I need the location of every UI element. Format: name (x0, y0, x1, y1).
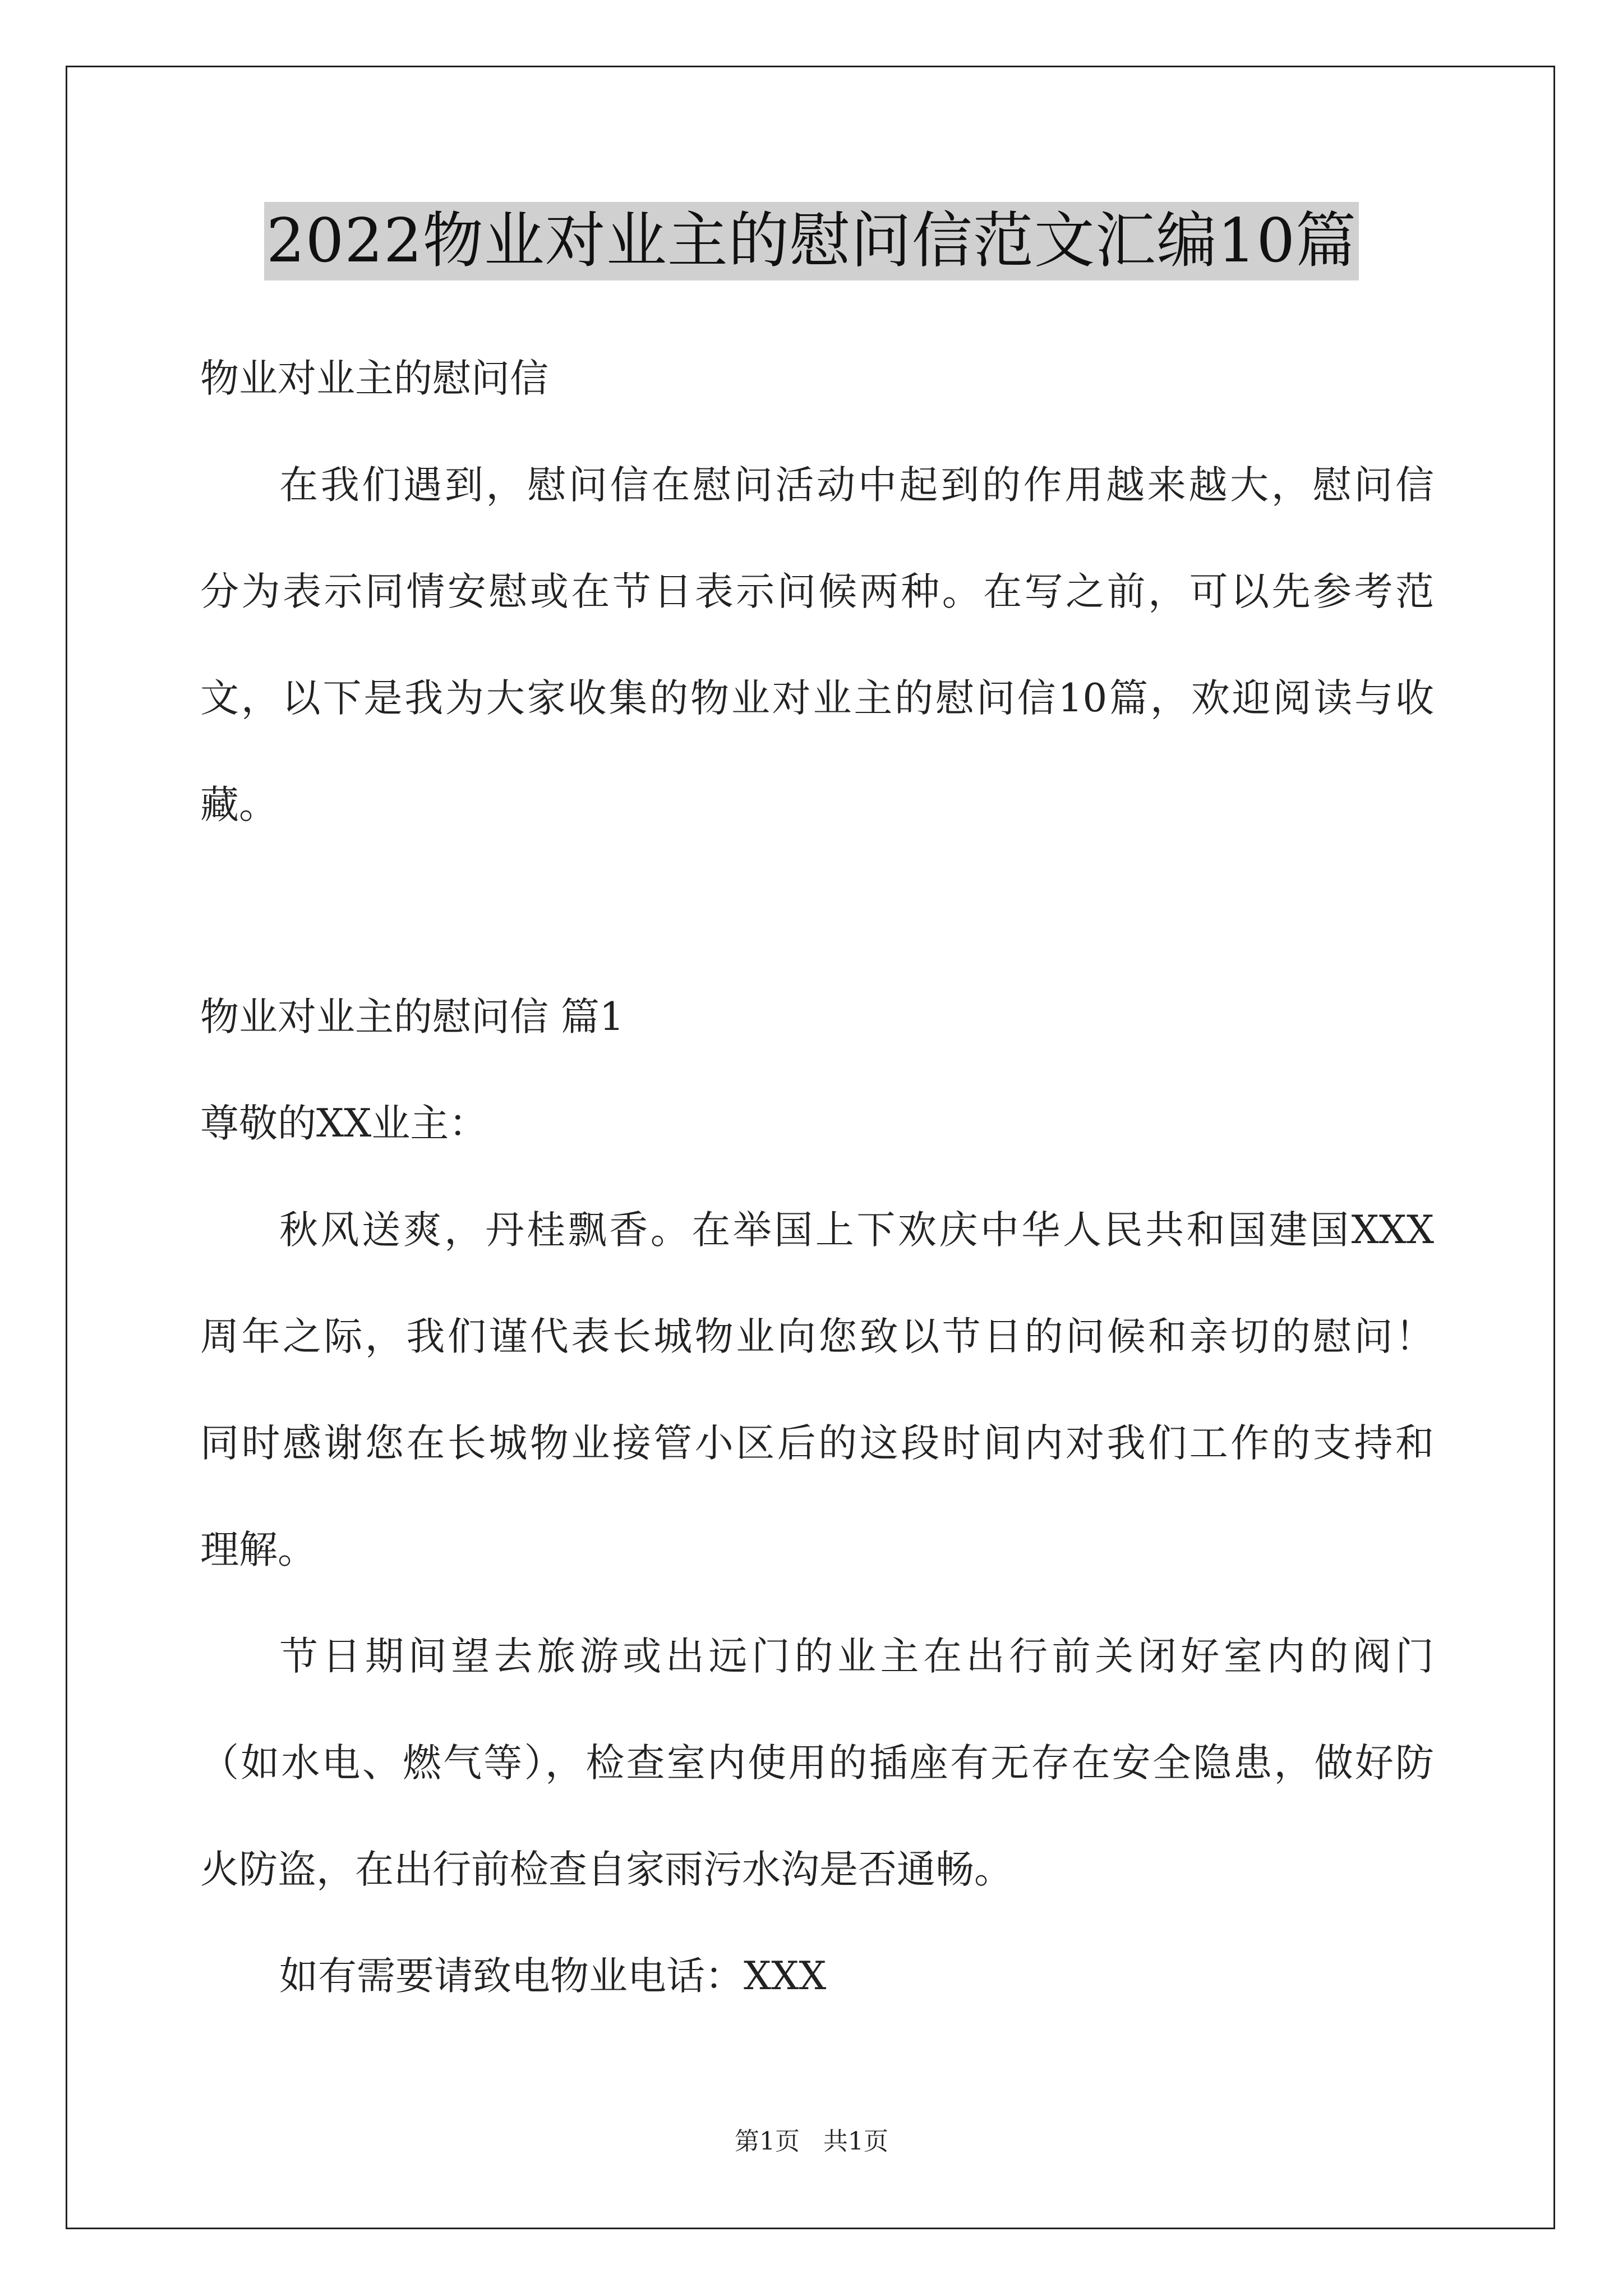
section-heading: 物业对业主的慰问信 篇1 (200, 995, 624, 1039)
page-footer: 第1页 共1页 (735, 2127, 888, 2156)
body-line: 同时感谢您在长城物业接管小区后的这段时间内对我们工作的支持和 (200, 1421, 1434, 1466)
title-container (0, 202, 1623, 280)
body-line: 节日期间望去旅游或出远门的业主在出行前关闭好室内的阀门 (279, 1634, 1434, 1679)
body-line: 理解。 (200, 1527, 316, 1572)
body-line: （如水电、燃气等），检查室内使用的插座有无存在安全隐患，做好防 (200, 1741, 1434, 1786)
subtitle-line: 物业对业主的慰问信 (200, 356, 548, 401)
salutation: 尊敬的XX业主： (200, 1101, 488, 1146)
body-line: 火防盗，在出行前检查自家雨污水沟是否通畅。 (200, 1847, 1013, 1892)
body-line: 秋风送爽，丹桂飘香。在举国上下欢庆中华人民共和国建国XXX (279, 1208, 1434, 1253)
body-line: 在我们遇到，慰问信在慰问活动中起到的作用越来越大，慰问信 (279, 463, 1434, 508)
body-line: 文，以下是我为大家收集的物业对业主的慰问信10篇，欢迎阅读与收 (200, 676, 1434, 721)
body-line: 藏。 (200, 783, 278, 827)
body-line: 周年之际，我们谨代表长城物业向您致以节日的问候和亲切的慰问！ (200, 1314, 1434, 1359)
document-title: 2022物业对业主的慰问信范文汇编10篇 (264, 202, 1359, 280)
body-line: 分为表示同情安慰或在节日表示问候两种。在写之前，可以先参考范 (200, 569, 1434, 614)
body-line: 如有需要请致电物业电话：XXX (279, 1954, 827, 1999)
